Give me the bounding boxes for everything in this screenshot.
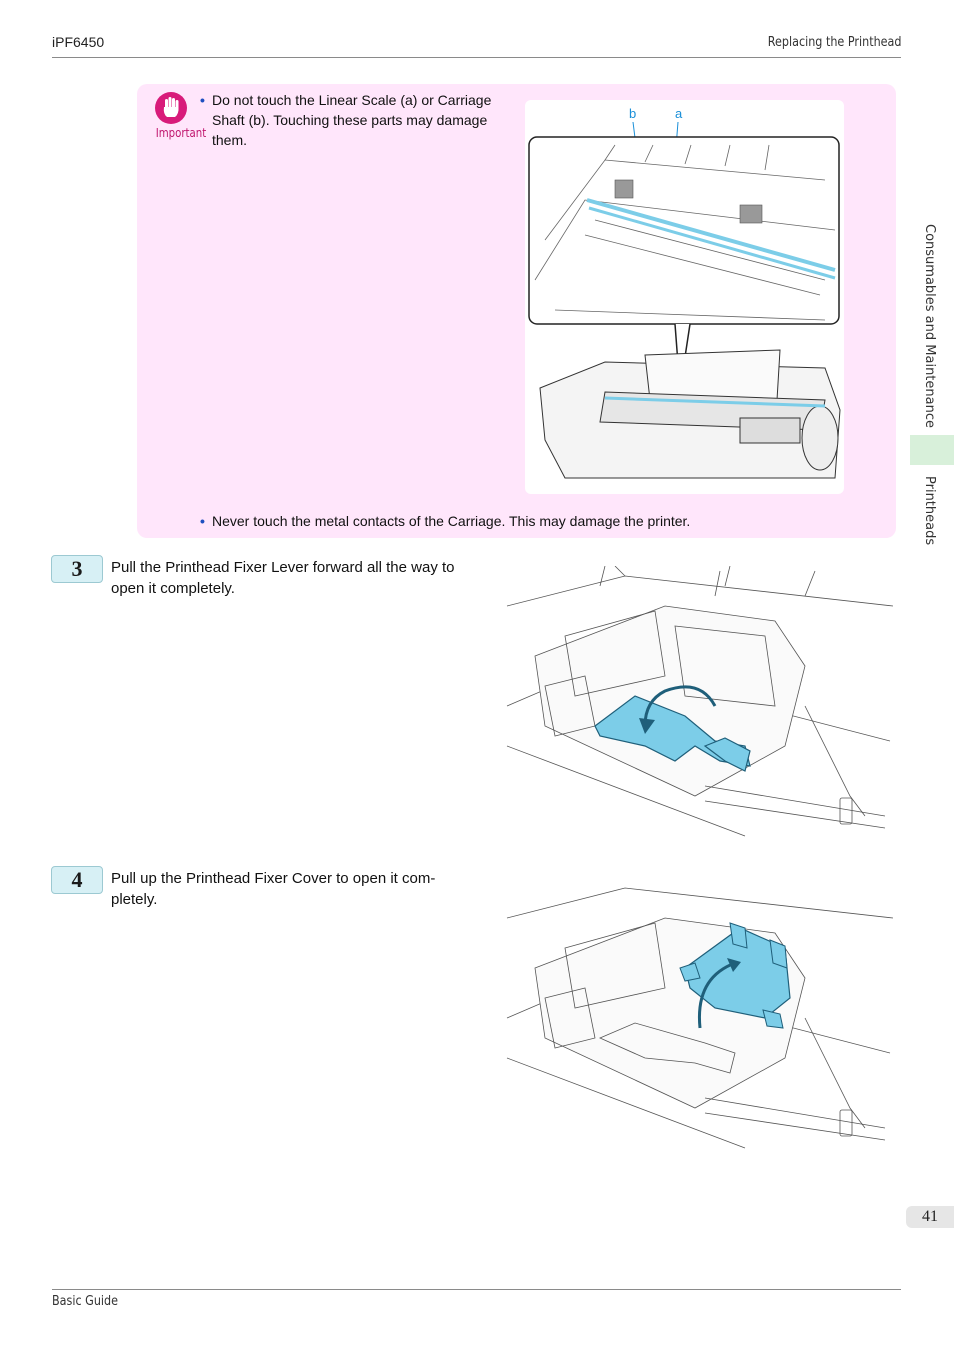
- side-tab-chapter[interactable]: [910, 220, 954, 434]
- callout-b: b: [629, 106, 637, 121]
- side-tab-active-marker: [910, 435, 954, 465]
- important-note-box: [137, 84, 896, 538]
- important-bullet-1: [200, 90, 512, 150]
- step-4-text: Pull up the Printhead Fixer Cover to open it com-pletely.: [111, 870, 436, 908]
- step-3-text: Pull the Printhead Fixer Lever forward all the way to open it completely.: [111, 559, 455, 597]
- important-icon-group: [153, 92, 207, 140]
- hand-stop-icon: [155, 92, 187, 124]
- side-tab-subchapter[interactable]: [910, 466, 954, 556]
- header-section-title: Replacing the Printhead: [767, 35, 901, 50]
- important-bullet-1-text: Do not touch the Linear Scale (a) or Carriage Shaft (b). Touching these parts may damage them.: [212, 92, 492, 148]
- step-4-badge: 4: [51, 866, 103, 894]
- printer-carriage-figure: [525, 100, 844, 494]
- header-model: iPF6450: [52, 34, 105, 50]
- step-3-badge: 3: [51, 555, 103, 583]
- bullet-dot-icon: •: [200, 513, 205, 529]
- footer-guide-name: Basic Guide: [52, 1294, 118, 1309]
- fixer-cover-figure: [505, 878, 895, 1150]
- important-bullet-2-text: Never touch the metal contacts of the Carriage. This may damage the printer.: [212, 513, 691, 529]
- side-tab-subchapter-label: Printheads: [922, 476, 937, 546]
- fixer-lever-figure: [505, 566, 895, 842]
- page-number: 41: [906, 1206, 954, 1228]
- callout-a: a: [675, 106, 683, 121]
- header-divider: [52, 57, 901, 58]
- important-label: Important: [155, 126, 207, 140]
- side-tab-chapter-label: Consumables and Maintenance: [922, 224, 937, 428]
- bullet-dot-icon: •: [200, 92, 205, 108]
- important-bullet-2: [200, 511, 832, 531]
- footer-divider: [52, 1289, 901, 1290]
